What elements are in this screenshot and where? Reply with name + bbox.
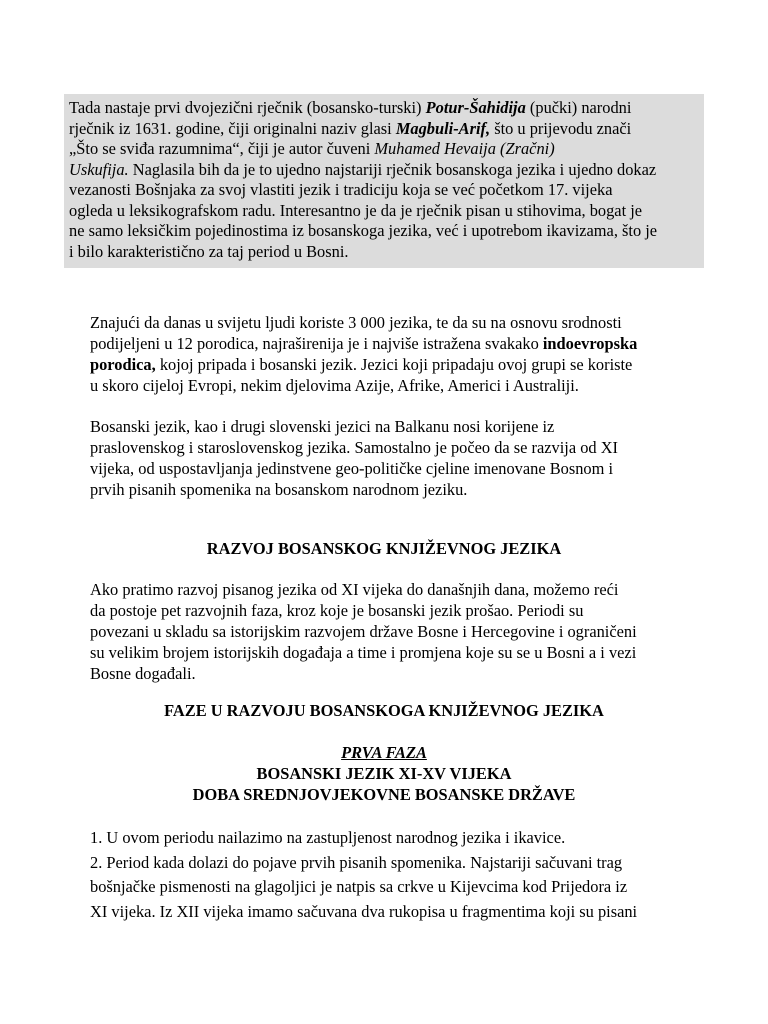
paragraph-line: povezani u skladu sa istorijskim razvojem države Bosne i Hercegovine i ograničeni: [90, 622, 637, 641]
paragraph-line: u skoro cijeloj Evropi, nekim djelovima Azije, Afrike, Americi i Australiji.: [90, 376, 579, 395]
text: (pučki) narodni: [525, 98, 632, 117]
section-heading: RAZVOJ BOSANSKOG KNJIŽEVNOG JEZIKA: [206, 539, 562, 558]
intro-line: [69, 160, 700, 181]
intro-line: ne samo leksičkim pojedinostima iz bosanskoga jezika, već i upotrebom ikavizama, što je: [69, 221, 658, 240]
paragraph-line: Bosanski jezik, kao i drugi slovenski jezici na Balkanu nosi korijene iz: [90, 417, 555, 436]
paragraph-line: praslovenskog i staroslovenskog jezika. Samostalno je počeo da se razvija od XI: [90, 438, 619, 457]
phase-title: BOSANSKI JEZIK XI-XV VIJEKA: [256, 764, 512, 783]
paragraph-language-families: [90, 312, 637, 396]
text: rječnik iz 1631. godine, čiji originalni naziv glasi: [69, 118, 396, 138]
text: podijeljeni u 12 porodica, najraširenija je i najviše istražena svakako: [90, 334, 543, 353]
list-item: 2. Period kada dolazi do pojave prvih pisanih spomenika. Najstariji sačuvani trag: [90, 852, 623, 872]
intro-line: vezanosti Bošnjaka za svoj vlastiti jezik i tradiciju koja se već početkom 17. vijeka: [69, 180, 613, 199]
text: što u prijevodu znači: [490, 118, 632, 138]
paragraph-line: su velikim brojem istorijskih događaja a time i promjena koje su se u Bosni a i vezi: [90, 643, 637, 662]
paragraph-line: [90, 333, 637, 354]
author-name: Uskufija.: [69, 159, 129, 179]
list-item: bošnjačke pismenosti na glagoljici je natpis sa crkve u Kijevcima kod Prijedora iz: [90, 877, 628, 896]
paragraph-line: Ako pratimo razvoj pisanog jezika od XI vijeka do današnjih dana, možemo reći: [90, 580, 619, 599]
intro-line: [69, 139, 700, 160]
bold-term: indoevropska: [542, 334, 638, 353]
paragraph-line: Znajući da danas u svijetu ljudi koriste 3 000 jezika, te da su na osnovu srodnosti: [90, 313, 622, 332]
paragraph-development: [90, 579, 637, 684]
paragraph-line: da postoje pet razvojnih faza, kroz koje je bosanski jezik prošao. Periodi su: [90, 601, 584, 620]
paragraph-line: Bosne događali.: [90, 664, 196, 683]
list-item: 1. U ovom periodu nailazimo na zastupljenost narodnog jezika i ikavice.: [90, 828, 566, 847]
original-title: Magbuli-Arif,: [395, 118, 491, 138]
text: „Što se sviđa razumnima“, čiji je autor čuveni: [69, 139, 375, 158]
text: kojoj pripada i bosanski jezik. Jezici koji pripadaju ovoj grupi se koriste: [155, 355, 633, 374]
intro-highlight-box: [64, 94, 704, 268]
phase-label: PRVA FAZA: [341, 743, 427, 762]
list-item: XI vijeka. Iz XII vijeka imamo sačuvana dva rukopisa u fragmentima koji su pisani: [90, 901, 638, 921]
intro-line: ogleda u leksikografskom radu. Interesantno je da je rječnik pisan u stihovima, bogat je: [69, 200, 643, 220]
paragraph-line: prvih pisanih spomenika na bosanskom narodnom jeziku.: [90, 480, 468, 499]
section-heading: FAZE U RAZVOJU BOSANSKOGA KNJIŽEVNOG JEZIKA: [164, 701, 604, 720]
text: Naglasila bih da je to ujedno najstariji rječnik bosanskoga jezika i ujedno dokaz: [128, 159, 657, 179]
intro-line: [69, 98, 700, 119]
intro-line: [69, 119, 700, 140]
bold-term: porodica,: [90, 355, 156, 374]
text: Tada nastaje prvi dvojezični rječnik (bosansko-turski): [69, 98, 426, 117]
paragraph-roots: [90, 416, 618, 500]
intro-line: i bilo karakteristično za taj period u Bosni.: [69, 241, 349, 261]
paragraph-line: [90, 354, 637, 375]
phase-list: [90, 826, 637, 924]
paragraph-line: vijeka, od uspostavljanja jedinstvene geo-političke cjeline imenovane Bosnom i: [90, 459, 614, 478]
phase-subtitle: DOBA SREDNJOVJEKOVNE BOSANSKE DRŽAVE: [192, 785, 576, 804]
dictionary-title: Potur-Šahidija: [425, 98, 526, 117]
author-name: Muhamed Hevaija (Zračni): [374, 139, 555, 158]
